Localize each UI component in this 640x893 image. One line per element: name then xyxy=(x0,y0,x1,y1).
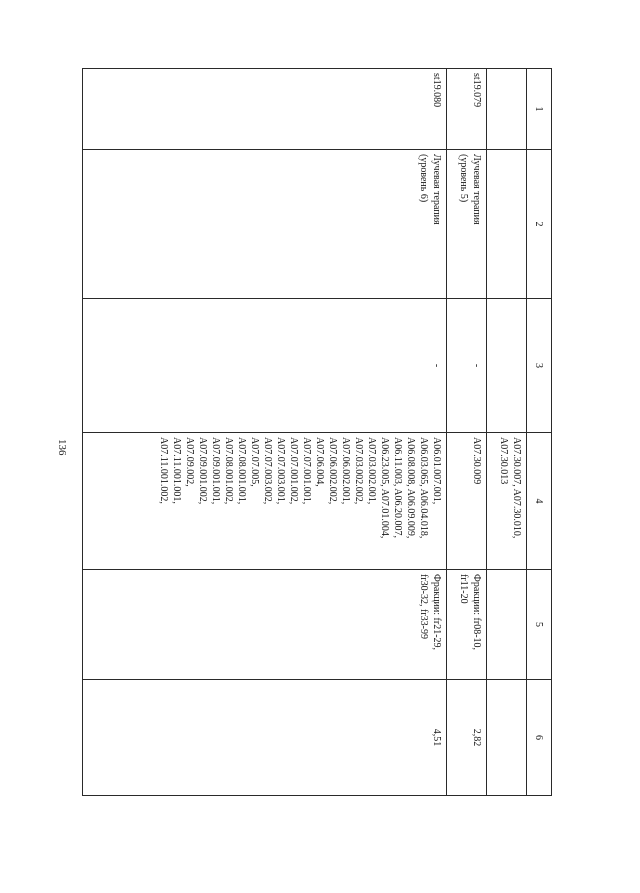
codes-line: A07.07.001.001, xyxy=(301,437,312,505)
codes-line: A06.08.008, A06.09.009, xyxy=(405,437,416,539)
codes-line: A07.11.001.002, xyxy=(158,437,169,504)
codes-line: A07.30.009 xyxy=(471,437,482,485)
rotated-sheet xyxy=(82,68,552,795)
fractions-line: fr11-20 xyxy=(458,574,469,604)
cell-coefficient: 4,51 xyxy=(83,680,447,796)
codes-line: A07.09.001.002, xyxy=(197,437,208,505)
codes-line: A07.03.002.001, xyxy=(366,437,377,505)
page-number: 136 xyxy=(56,439,68,456)
cell-fractions xyxy=(83,570,447,680)
header-col-4: 4 xyxy=(527,433,552,570)
codes-line: A06.03.065, A06.04.018, xyxy=(418,437,429,539)
codes-line: A07.30.013 xyxy=(498,437,509,485)
table-row xyxy=(83,69,447,796)
fractions-line: Фракции: fr08-10, xyxy=(471,574,482,651)
header-col-5: 5 xyxy=(527,570,552,680)
tariff-table xyxy=(82,68,552,796)
codes-line: A07.07.001.002, xyxy=(288,437,299,505)
cell-name xyxy=(447,150,487,299)
cell-code: st19.080 xyxy=(83,69,447,150)
cell-name xyxy=(487,150,527,299)
cell-coefficient: 2,82 xyxy=(447,680,487,796)
codes-line: A06.01.007.001, xyxy=(431,437,442,505)
cell-col3: - xyxy=(83,299,447,433)
codes-line: A07.08.001.001, xyxy=(236,437,247,505)
header-row xyxy=(527,69,552,796)
cell-code: st19.079 xyxy=(447,69,487,150)
codes-line: A07.07.005, xyxy=(249,437,260,487)
codes-line: A07.03.002.002, xyxy=(353,437,364,505)
cell-coefficient xyxy=(487,680,527,796)
codes-line: A07.06.004, xyxy=(314,437,325,487)
cell-col3: - xyxy=(447,299,487,433)
name-line: Лучевая терапия xyxy=(471,154,482,225)
codes-line: A07.09.002, xyxy=(184,437,195,487)
fractions-line: fr30-32, fr33-99 xyxy=(418,574,429,639)
codes-line: A07.30.007, A07.30.010, xyxy=(511,437,522,539)
header-col-6: 6 xyxy=(527,680,552,796)
codes-line: A07.06.002.002, xyxy=(327,437,338,505)
table-row xyxy=(487,69,527,796)
rotated-table-wrapper xyxy=(82,68,552,795)
name-line: (уровень 5) xyxy=(458,154,469,203)
name-line: (уровень 6) xyxy=(418,154,429,203)
header-col-1: 1 xyxy=(527,69,552,150)
codes-line: A07.08.001.002, xyxy=(223,437,234,505)
codes-line: A07.07.003.002, xyxy=(262,437,273,505)
cell-codes xyxy=(487,433,527,570)
codes-line: A06.11.003, A06.20.007, xyxy=(392,437,403,539)
cell-codes xyxy=(83,433,447,570)
codes-line: A07.07.003.001, xyxy=(275,437,286,505)
cell-name xyxy=(83,150,447,299)
codes-line: A07.11.001.001, xyxy=(171,437,182,504)
cell-col3 xyxy=(487,299,527,433)
codes-line: A07.09.001.001, xyxy=(210,437,221,505)
fractions-line: Фракции: fr21-29, xyxy=(431,574,442,651)
table-row xyxy=(447,69,487,796)
cell-codes xyxy=(447,433,487,570)
cell-fractions xyxy=(447,570,487,680)
header-col-3: 3 xyxy=(527,299,552,433)
header-col-2: 2 xyxy=(527,150,552,299)
cell-fractions xyxy=(487,570,527,680)
name-line: Лучевая терапия xyxy=(431,154,442,225)
codes-line: A07.06.002.001, xyxy=(340,437,351,505)
cell-code xyxy=(487,69,527,150)
codes-line: A06.23.005, A07.01.004, xyxy=(379,437,390,539)
